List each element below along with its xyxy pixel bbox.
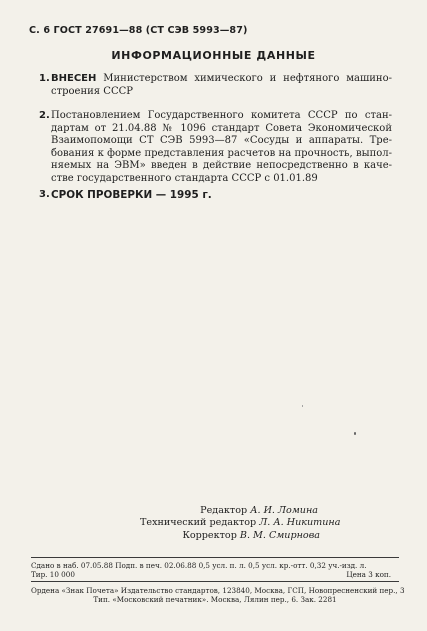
tech-editor-row bbox=[140, 517, 341, 529]
item-number: 1. bbox=[39, 73, 50, 84]
item-number: 2. bbox=[39, 110, 50, 121]
info-item-3 bbox=[39, 189, 392, 202]
credit-role: Корректор bbox=[182, 529, 237, 541]
corrector-row bbox=[140, 530, 320, 542]
item-line: Взаимопомощи СТ СЭВ 5993—87 «Сосуды и аппараты. Тре- bbox=[51, 135, 392, 147]
credit-name: А. И. Ломина bbox=[250, 505, 318, 516]
item-line: бования к форме представления расчетов на прочность, выпол- bbox=[51, 147, 392, 159]
divider bbox=[31, 557, 399, 558]
item-line bbox=[51, 73, 392, 86]
printer-line: Ордена «Знак Почета» Издательство стандартов, 123840, Москва, ГСП, Новопресненский пер., 3 bbox=[31, 586, 405, 595]
item-number: 3. bbox=[39, 189, 50, 200]
scan-speck bbox=[354, 432, 356, 435]
publication-line bbox=[31, 570, 399, 579]
page-header: С. 6 ГОСТ 27691—88 (СТ СЭВ 5993—87) bbox=[29, 25, 248, 36]
credit-role: Редактор bbox=[200, 505, 248, 516]
printer-line: Тип. «Московский печатник». Москва, Лялин пер., 6. Зак. 2281 bbox=[93, 595, 337, 605]
publication-line: Сдано в наб. 07.05.88 Подп. в печ. 02.06.88 0,5 усл. п. л. 0,5 усл. кр.-отт. 0,32 уч.-изд. л. bbox=[31, 561, 367, 570]
item-line: няемых на ЭВМ» введен в действие непосредственно в каче- bbox=[51, 160, 392, 172]
printer-info bbox=[31, 586, 405, 605]
item-body bbox=[51, 73, 392, 98]
credit-name: Л. А. Никитина bbox=[259, 517, 341, 529]
price: Цена 3 коп. bbox=[346, 570, 391, 579]
divider bbox=[31, 581, 399, 582]
item-line: дартам от 21.04.88 № 1096 стандарт Совета Экономической bbox=[51, 122, 392, 134]
item-body: СРОК ПРОВЕРКИ — 1995 г. bbox=[51, 189, 212, 201]
info-item-1 bbox=[39, 73, 392, 98]
credit-role: Технический редактор bbox=[140, 517, 257, 529]
item-body bbox=[51, 110, 392, 186]
circulation: Тир. 10 000 bbox=[31, 570, 75, 579]
credit-name: В. М. Смирнова bbox=[239, 529, 320, 541]
item-line: Постановлением Государственного комитета СССР по стан- bbox=[51, 110, 392, 121]
editor-row bbox=[140, 505, 318, 517]
info-item-2 bbox=[39, 110, 392, 186]
item-line: стве государственного стандарта СССР с 01.01.89 bbox=[51, 172, 318, 184]
publication-info bbox=[31, 561, 399, 579]
item-line-text: Министерством химического и нефтяного машино- bbox=[103, 73, 392, 84]
item-lead: ВНЕСЕН bbox=[51, 73, 97, 84]
credits-block bbox=[140, 505, 341, 542]
section-title: ИНФОРМАЦИОННЫЕ ДАННЫЕ bbox=[111, 49, 316, 62]
item-line: строения СССР bbox=[51, 85, 133, 97]
scan-speck bbox=[302, 405, 303, 407]
